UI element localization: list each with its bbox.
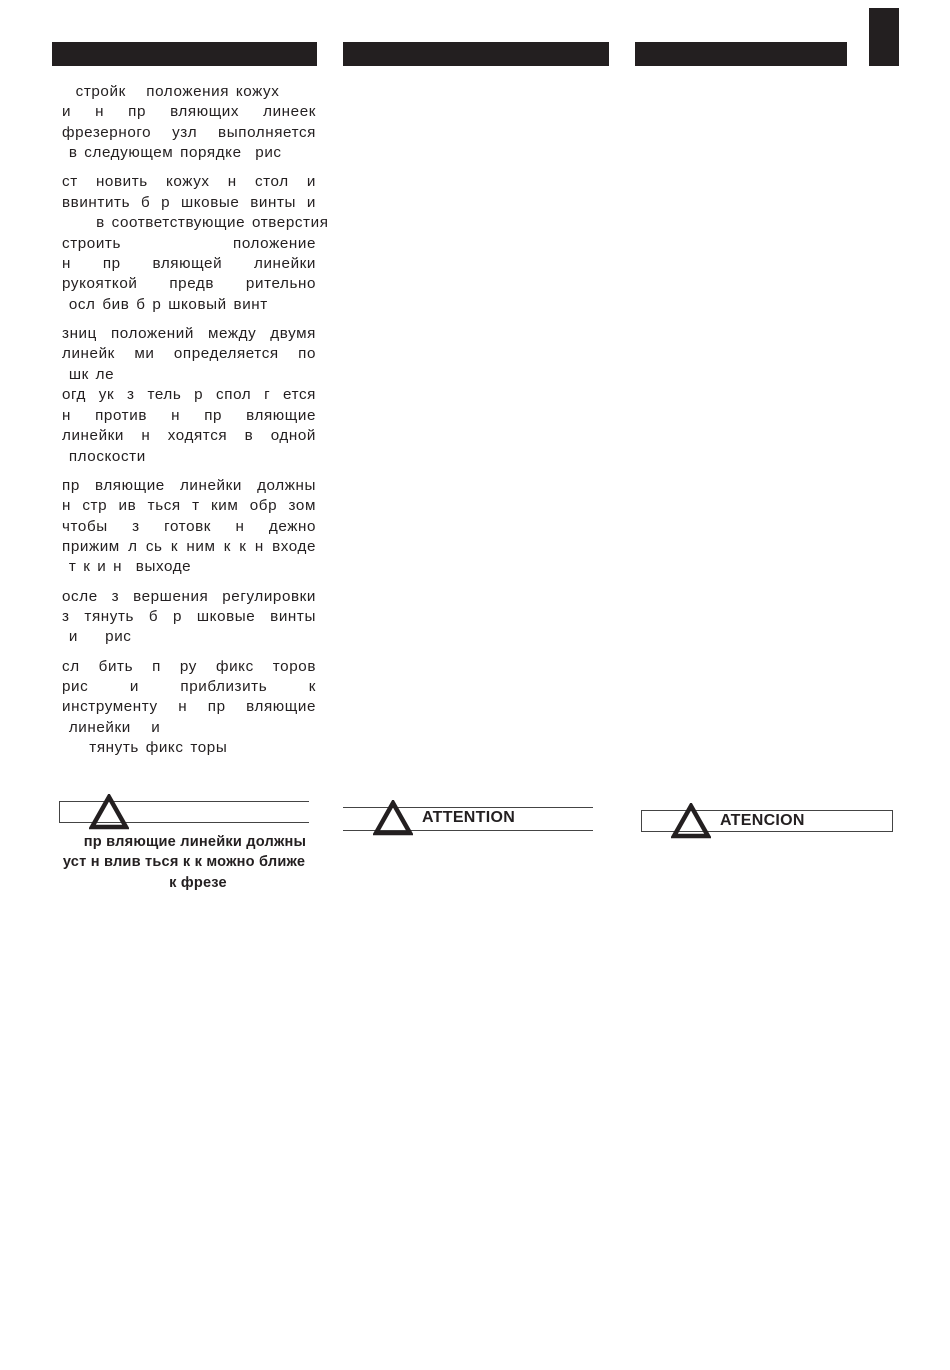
language-thumb-tab bbox=[869, 8, 899, 66]
text-line: плоскости bbox=[62, 447, 146, 465]
english-column-header-bar bbox=[343, 42, 609, 66]
spanish-warning-label: ATENCION bbox=[720, 812, 805, 829]
text-line: рис и приблизить к bbox=[62, 677, 316, 695]
warning-triangle-icon bbox=[373, 800, 413, 836]
text-line: стройк положения кожух bbox=[62, 83, 294, 100]
warning-triangle-icon bbox=[89, 794, 129, 830]
text-line: инструменту н пр вляющие bbox=[62, 698, 316, 716]
paragraph bbox=[62, 587, 316, 648]
paragraph bbox=[62, 172, 329, 315]
text-line: линейки и bbox=[62, 718, 161, 736]
russian-warning-text bbox=[50, 832, 318, 893]
paragraph bbox=[62, 657, 316, 759]
text-line: н пр вляющей линейки bbox=[62, 255, 316, 273]
text-line: ст новить кожух н стол и bbox=[62, 173, 316, 191]
text-line: шк ле bbox=[62, 365, 115, 383]
text-line: тянуть фикс торы bbox=[62, 739, 228, 757]
text-line: пр вляющие линейки должны bbox=[62, 476, 316, 494]
paragraph bbox=[62, 324, 316, 467]
text-line: и рис bbox=[62, 628, 132, 646]
text-line: н против н пр вляющие bbox=[62, 406, 316, 424]
english-warning-label: ATTENTION bbox=[422, 809, 516, 826]
warning-line-1: пр вляющие линейки должны bbox=[83, 834, 307, 850]
text-line: линейки н ходятся в одной bbox=[62, 427, 316, 445]
paragraph bbox=[62, 476, 316, 578]
text-line: рукояткой предв рительно bbox=[62, 275, 316, 293]
text-line: з тянуть б р шковые винты bbox=[62, 607, 316, 625]
text-line: н стр ив ться т ким обр зом bbox=[62, 497, 316, 515]
text-line: линейк ми определяется по bbox=[62, 345, 316, 363]
text-line: прижим л сь к ним к к н входе bbox=[62, 537, 316, 555]
text-line: т к и н выходе bbox=[62, 558, 192, 576]
warning-triangle-icon bbox=[671, 803, 711, 839]
warning-line-2: уст н влив ться к к можно ближе bbox=[62, 854, 306, 871]
text-line: зниц положений между двумя bbox=[62, 325, 316, 343]
russian-column-text bbox=[62, 82, 329, 767]
warning-line-3: к фрезе bbox=[169, 874, 227, 891]
text-line: и н пр вляющих линеек bbox=[62, 103, 316, 121]
text-line: сл бить п ру фикс торов bbox=[62, 657, 316, 675]
text-line: в соответствующие отверстия bbox=[62, 214, 329, 232]
text-line: осл бив б р шковый винт bbox=[62, 295, 268, 313]
text-line: фрезерного узл выполняется bbox=[62, 123, 316, 141]
russian-column-header-bar bbox=[52, 42, 317, 66]
text-line: в следующем порядке рис bbox=[62, 144, 282, 162]
text-line: строить положение bbox=[62, 234, 316, 252]
text-line: ввинтить б р шковые винты и bbox=[62, 193, 316, 211]
text-line: чтобы з готовк н дежно bbox=[62, 517, 316, 535]
spanish-column-header-bar bbox=[635, 42, 847, 66]
text-line: осле з вершения регулировки bbox=[62, 587, 316, 605]
paragraph bbox=[62, 82, 316, 164]
text-line: огд ук з тель р спол г ется bbox=[62, 386, 316, 404]
